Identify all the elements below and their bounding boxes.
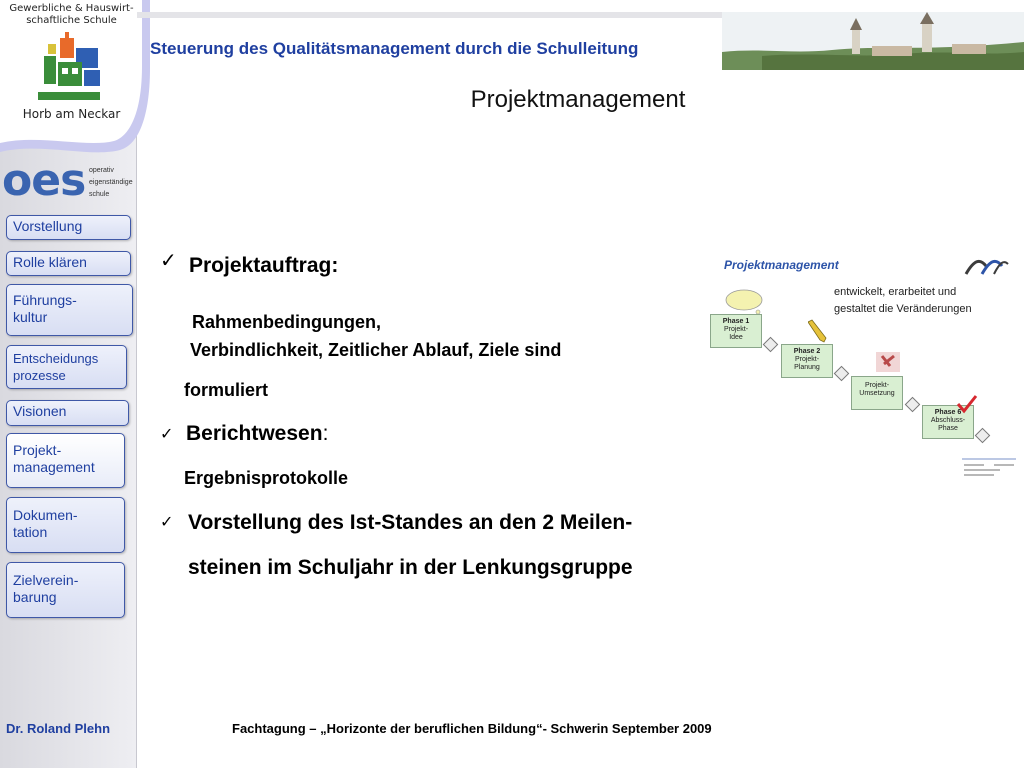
checkmark-icon: [956, 394, 978, 414]
nav-rolle-klaeren[interactable]: Rolle klären: [6, 251, 131, 276]
diagram-title: Projektmanagement: [724, 258, 839, 272]
pencil-icon: [808, 318, 830, 346]
phase-umsetzung: Projekt- Umsetzung: [851, 376, 903, 410]
diagram-caption-fineprint: [962, 458, 1016, 480]
nav-zielvereinbarung[interactable]: Zielverein- barung: [6, 562, 125, 618]
swoosh-logo-icon: [964, 256, 1010, 278]
school-name: Gewerbliche & Hauswirt- schaftliche Schule: [9, 3, 134, 26]
item-berichtwesen-line1: Ergebnisprotokolle: [184, 468, 349, 488]
item-projektauftrag-heading: Projektauftrag:: [189, 254, 339, 277]
phase-idee: Phase 1 Projekt- Idee: [710, 314, 762, 348]
nav-entscheidungsprozesse[interactable]: Entscheidungs prozesse: [6, 345, 127, 389]
check-icon: ✓: [160, 424, 174, 443]
slide-subtitle: Projektmanagement: [470, 86, 686, 113]
item-projektauftrag-line2: Verbindlichkeit, Zeitlicher Ablauf, Ziele sind: [190, 340, 562, 360]
check-icon: ✓: [160, 512, 174, 531]
nav-projektmanagement[interactable]: Projekt- management: [6, 433, 125, 488]
thought-cloud-icon: [724, 288, 764, 314]
project-phase-diagram: [706, 252, 1018, 484]
oes-logo: oes operativ eigenständige schule: [2, 155, 133, 206]
tools-icon: [874, 350, 902, 374]
footer-event: Fachtagung – „Horizonte der beruflichen Bildung“- Schwerin September 2009: [232, 721, 712, 736]
milestone-marker: [975, 428, 991, 444]
item-ist-stand-line2: steinen im Schuljahr in der Lenkungsgruppe: [188, 556, 633, 579]
nav-visionen[interactable]: Visionen: [6, 400, 129, 426]
town-photo: [722, 12, 1024, 70]
check-icon: ✓: [160, 248, 177, 272]
item-berichtwesen-heading: Berichtwesen:: [186, 422, 329, 445]
diagram-note: entwickelt, erarbeitet und gestaltet die Veränderungen: [834, 286, 972, 315]
phase-planung: Phase 2 Projekt- Planung: [781, 344, 833, 378]
milestone-marker: [905, 397, 921, 413]
school-logo-icon: [38, 32, 104, 104]
phase-abschluss: Phase 6 Abschluss- Phase: [922, 405, 974, 439]
nav-dokumentation[interactable]: Dokumen- tation: [6, 497, 125, 553]
milestone-marker: [834, 366, 850, 382]
author-name: Dr. Roland Plehn: [6, 721, 111, 736]
school-town: Horb am Neckar: [22, 107, 121, 121]
nav-vorstellung[interactable]: Vorstellung: [6, 215, 131, 240]
slide-title: Steuerung des Qualitätsmanagement durch die Schulleitung: [150, 39, 639, 58]
item-projektauftrag-line3: formuliert: [184, 380, 269, 400]
oes-logo-tagline: operativ eigenständige schule: [89, 167, 133, 198]
item-ist-stand-line1: Vorstellung des Ist-Standes an den 2 Meilen-: [188, 511, 633, 534]
milestone-marker: [763, 337, 779, 353]
item-projektauftrag-line1: Rahmenbedingungen,: [192, 312, 381, 332]
nav-fuehrungskultur[interactable]: Führungs- kultur: [6, 284, 133, 336]
